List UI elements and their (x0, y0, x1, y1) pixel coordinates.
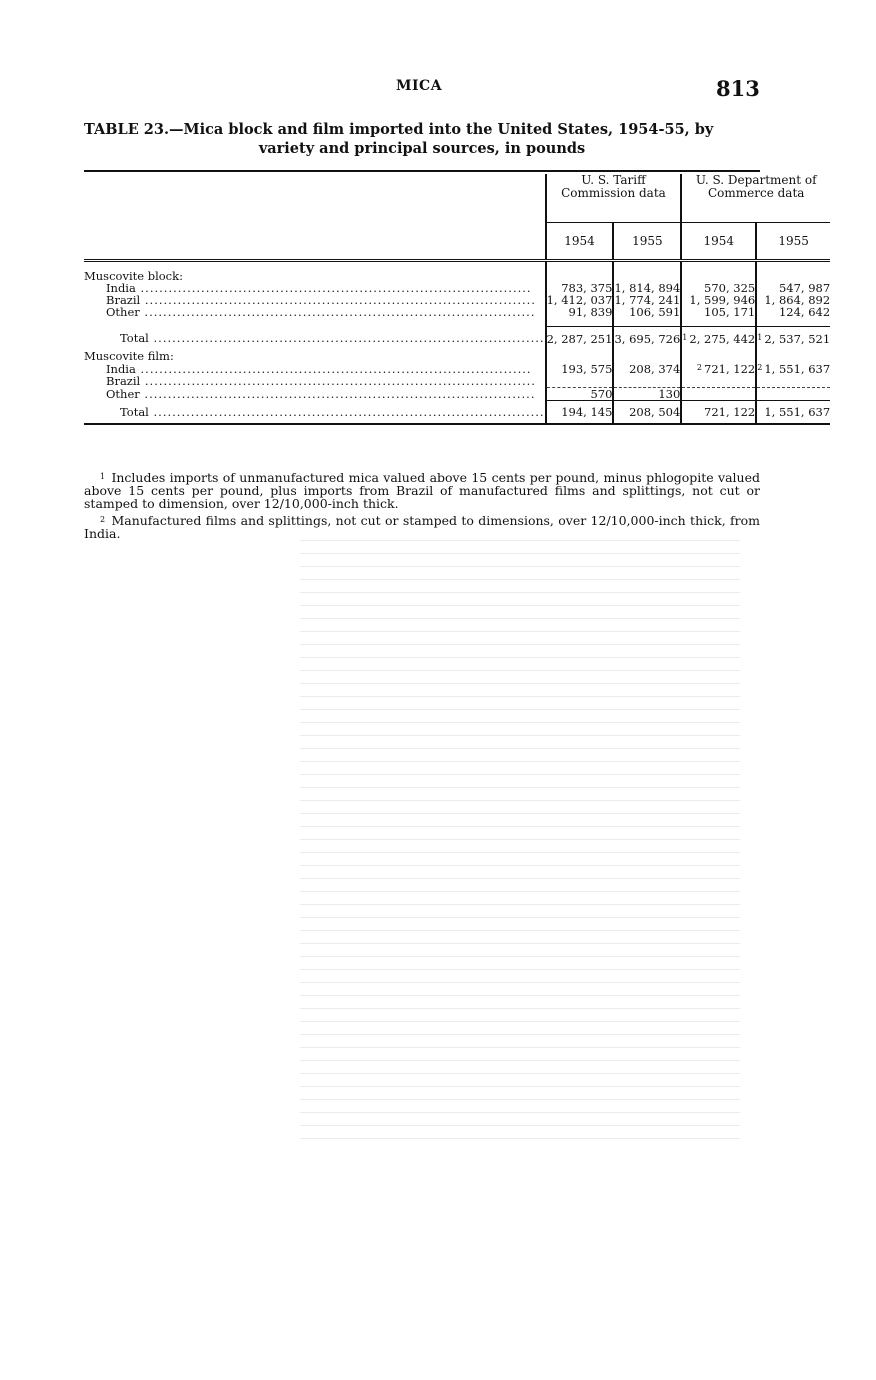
table-cell: 1, 864, 892 (756, 294, 830, 306)
caption-line-1: TABLE 23.—Mica block and film imported into the United States, 1954-55, by (84, 121, 714, 138)
footnote-mark: 1 (682, 333, 688, 342)
table-cell: 194, 145 (546, 401, 614, 425)
footnote-mark: 2 (757, 363, 763, 372)
row-label: India ..... (84, 282, 546, 294)
section-label: Muscovite block: (84, 270, 183, 282)
row-label: India ..... (84, 362, 546, 375)
table-row (84, 362, 830, 375)
table-cell: 1, 774, 241 (614, 293, 681, 307)
table-cell: $^2$ 1, 551, 637 (757, 362, 831, 376)
bleed-through-shading (300, 540, 740, 1140)
table-cell: 2, 287, 251 (546, 327, 614, 351)
row-label: Other ..... (84, 306, 546, 318)
table-cell: 1, 551, 637 (756, 401, 830, 425)
stub-header (84, 174, 546, 261)
row-label: Brazil ..... (84, 375, 546, 388)
table-cell: 193, 575 (546, 362, 614, 375)
footnote-mark: 2 (696, 363, 702, 372)
total-row (84, 401, 830, 425)
year-header: 1954 (681, 223, 756, 261)
table-cell: 208, 504 (613, 401, 681, 425)
total-row (84, 327, 830, 351)
group-header-commerce: U. S. Department of Commerce data (681, 174, 830, 223)
total-label: Total ..... (84, 401, 546, 425)
year-header: 1955 (756, 223, 830, 261)
table-cell: $^1$ 2, 275, 442 (681, 327, 756, 351)
table-cell (756, 388, 830, 401)
table-cell: 208, 374 (613, 362, 681, 375)
footnote: $^1$ Includes imports of unmanufactured mica valued above 15 cents per pound, minus phlogopite valued above 15 cents per pound, plus imports from Brazil of manufactured films and splittings, not cut or stamped to dimension, over 12/10,000-inch thick. (84, 470, 760, 511)
table-cell: 106, 591 (613, 306, 681, 318)
table-cell: $^1$ 2, 537, 521 (756, 327, 830, 351)
running-head: MICA (396, 78, 443, 94)
footnote: $^2$ Manufactured films and splittings, not cut or stamped to dimensions, over 12/10,000-inch thick, from India. (84, 513, 760, 541)
group-header-tariff: U. S. Tariff Commission data (546, 174, 682, 223)
table-cell: 570, 325 (681, 282, 756, 294)
row-label: Brazil ..... (84, 294, 546, 306)
table-cell: $^2$ 721, 122 (681, 362, 756, 375)
table-cell: 1, 599, 946 (681, 294, 756, 306)
total-label: Total ..... (84, 327, 546, 351)
table-cell: 91, 839 (546, 306, 614, 318)
data-table (84, 174, 830, 425)
section-row (84, 350, 830, 362)
year-header: 1955 (613, 223, 681, 261)
table-cell: 1, 412, 037 (546, 293, 613, 307)
table-cell: 570 (546, 388, 614, 401)
table-cell (681, 388, 756, 401)
caption-line-2: variety and principal sources, in pounds (258, 140, 586, 157)
table-cell: 124, 642 (756, 306, 830, 318)
table-row (84, 306, 830, 318)
table-row (84, 388, 830, 401)
footnotes (84, 470, 760, 543)
table-cell: 130 (613, 388, 681, 401)
table-caption (84, 120, 760, 158)
table-cell: 3, 695, 726 (613, 327, 681, 351)
footnote-mark: 1 (757, 333, 763, 342)
table-cell (756, 375, 830, 388)
table-cell (613, 375, 681, 388)
table-cell: 1, 814, 894 (614, 281, 681, 295)
table-row (84, 375, 830, 388)
page-number: 813 (716, 76, 760, 101)
table-cell (681, 375, 756, 388)
table-top-rule (84, 170, 760, 172)
table-cell: 105, 171 (681, 306, 756, 318)
table-cell (546, 375, 614, 388)
table-cell: 721, 122 (681, 401, 756, 425)
year-header: 1954 (546, 223, 614, 261)
table-cell: 547, 987 (756, 282, 830, 294)
row-label: Other ..... (84, 388, 546, 401)
section-label: Muscovite film: (84, 350, 174, 362)
table-cell: 783, 375 (546, 282, 614, 294)
